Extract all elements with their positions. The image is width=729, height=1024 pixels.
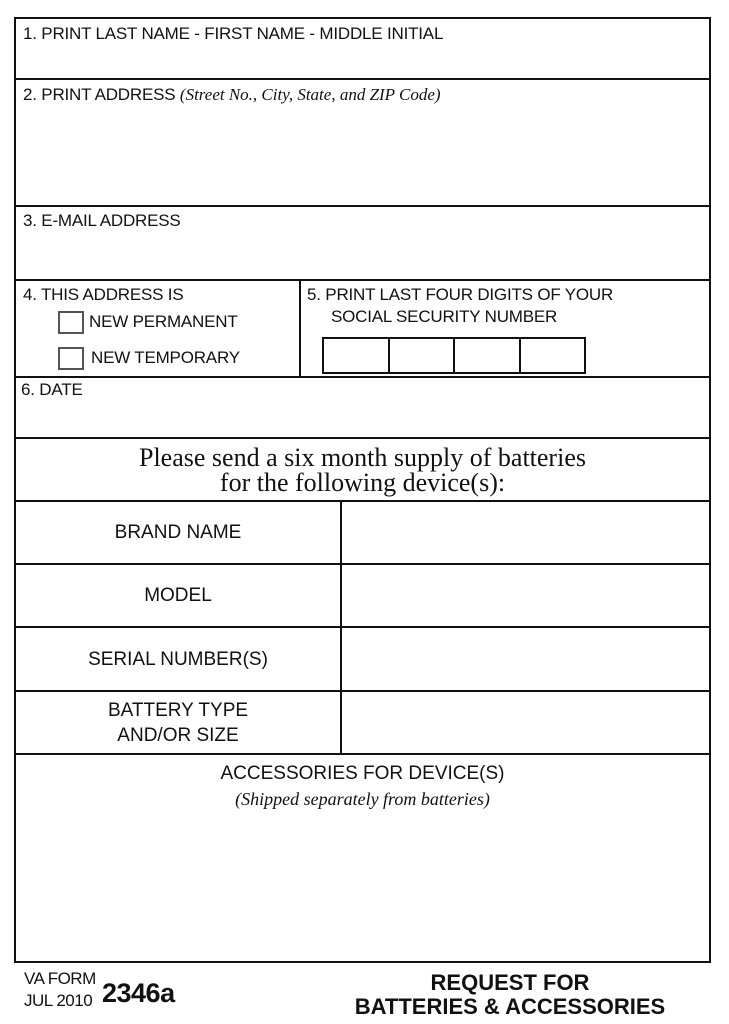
ssn-digit-1[interactable] [324, 339, 390, 372]
request-intro-text [16, 445, 709, 495]
ssn-digit-2[interactable] [390, 339, 456, 372]
form-title [310, 971, 710, 1019]
new-temporary-label: NEW TEMPORARY [91, 348, 240, 367]
form-date: JUL 2010 [24, 991, 93, 1010]
brand-name-label: BRAND NAME [114, 522, 242, 543]
address-type-ssn-row [16, 281, 709, 378]
date-field[interactable] [16, 378, 709, 439]
form-label: VA FORM [24, 969, 96, 988]
address-label [23, 85, 441, 105]
address-label-text: 2. PRINT ADDRESS [23, 85, 176, 104]
accessories-subtitle: (Shipped separately from batteries) [235, 789, 490, 809]
battery-type-label-line2: AND/OR SIZE [117, 724, 239, 746]
new-permanent-label: NEW PERMANENT [89, 312, 238, 331]
battery-type-row [16, 692, 709, 755]
accessories-title: ACCESSORIES FOR DEVICE(S) [220, 763, 505, 784]
address-hint: (Street No., City, State, and ZIP Code) [179, 85, 441, 104]
brand-name-input[interactable] [342, 502, 709, 563]
model-input[interactable] [342, 565, 709, 626]
name-field[interactable] [16, 19, 709, 80]
brand-name-row [16, 502, 709, 565]
ssn-section [16, 281, 709, 376]
serial-number-input[interactable] [342, 628, 709, 690]
form-id [24, 968, 96, 1012]
model-row [16, 565, 709, 628]
address-field[interactable] [16, 80, 709, 207]
model-label: MODEL [144, 585, 212, 606]
address-type-label: 4. THIS ADDRESS IS [23, 285, 184, 304]
form-number: 2346a [102, 978, 175, 1008]
form-title-line1: REQUEST FOR [430, 970, 590, 995]
email-field[interactable] [16, 207, 709, 281]
accessories-field[interactable] [16, 755, 709, 961]
request-intro [16, 439, 709, 502]
form-footer [0, 963, 729, 1024]
serial-number-row [16, 628, 709, 692]
battery-type-input[interactable] [342, 692, 709, 753]
ssn-digit-4[interactable] [521, 339, 585, 372]
battery-request-form [14, 17, 711, 963]
battery-type-label [16, 692, 340, 753]
email-label: 3. E-MAIL ADDRESS [23, 211, 181, 230]
battery-type-label-line1: BATTERY TYPE [107, 699, 249, 721]
intro-line-2: for the following device(s): [219, 468, 506, 497]
name-label: 1. PRINT LAST NAME - FIRST NAME - MIDDLE INITIAL [23, 24, 444, 43]
form-title-line2: BATTERIES & ACCESSORIES [354, 994, 666, 1019]
ssn-label-line2: SOCIAL SECURITY NUMBER [331, 307, 558, 326]
ssn-label-line1: 5. PRINT LAST FOUR DIGITS OF YOUR [307, 285, 614, 304]
ssn-digit-3[interactable] [455, 339, 521, 372]
date-label: 6. DATE [21, 380, 83, 399]
ssn-digit-boxes [322, 337, 586, 374]
serial-number-label: SERIAL NUMBER(S) [88, 648, 268, 670]
intro-line-1: Please send a six month supply of batteries [139, 443, 586, 472]
